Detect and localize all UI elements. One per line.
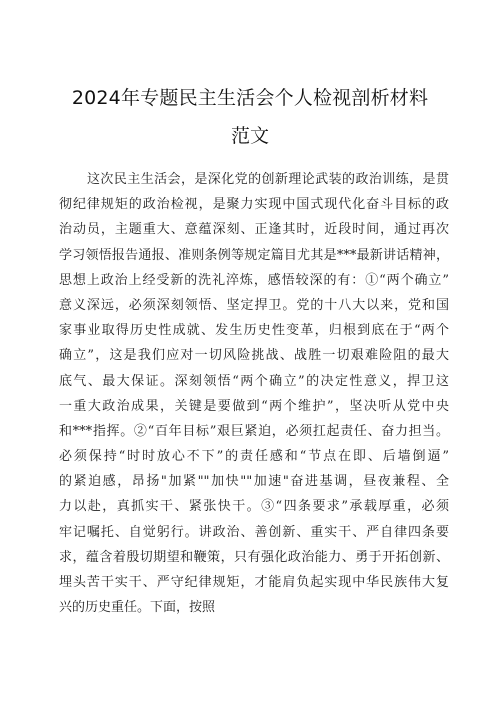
body-line: 求，蕴含着殷切期望和鞭策，只有强化政治能力、勇于开拓创新、 [59,549,449,565]
body-line: 学习领悟报告通报、准则条例等规定篇目尤其是***最新讲话精神， [59,247,449,263]
body-line: 思想上政治上经受新的洗礼淬炼，感悟较深的有：①“两个确立” [59,272,449,288]
body-line: 牢记嘱托、自觉躬行。讲政治、善创新、重实干、严自律四条要 [59,524,449,540]
document-subtitle: 范文 [230,125,269,147]
body-line: 治动员，主题重大、意蕴深刻、正逢其时，近段时间，通过再次 [59,222,449,238]
body-line: 兴的历史重任。下面，按照 [59,600,216,616]
body-line: 彻纪律规矩的政治检视，是聚力实现中国式现代化奋斗目标的政 [59,197,449,213]
body-line: 底气、最大保证。深刻领悟“两个确立”的决定性意义，捍卫这 [59,373,449,389]
body-line: 的紧迫感，昂扬"加紧""加快""加速"奋进基调，昼夜兼程、全 [59,474,449,490]
document-body [59,167,449,620]
body-line: 埋头苦干实干、严守纪律规矩，才能肩负起实现中华民族伟大复 [59,575,449,590]
body-line: 家事业取得历史性成就、发生历史性变革，归根到底在于“两个 [59,323,449,339]
body-line: 意义深远，必须深刻领悟、坚定捍卫。党的十八大以来，党和国 [59,297,449,313]
body-line: 一重大政治成果，关键是要做到“两个维护”，坚决听从党中央 [59,398,449,414]
body-line: 必须保持“时时放心不下”的责任感和“节点在即、后墙倒逼” [59,449,449,465]
body-line: 确立”，这是我们应对一切风险挑战、战胜一切艰难险阻的最大 [59,348,449,364]
body-line: 和***指挥。②“百年目标”艰巨紧迫，必须扛起责任、奋力担当。 [59,423,449,439]
body-line: 力以赴，真抓实干、紧张快干。③“四条要求”承载厚重，必须 [59,499,449,515]
document-title: 2024年专题民主生活会个人检视剖析材料 [71,87,429,109]
body-line: 这次民主生活会，是深化党的创新理论武装的政治训练，是贯 [87,172,449,187]
